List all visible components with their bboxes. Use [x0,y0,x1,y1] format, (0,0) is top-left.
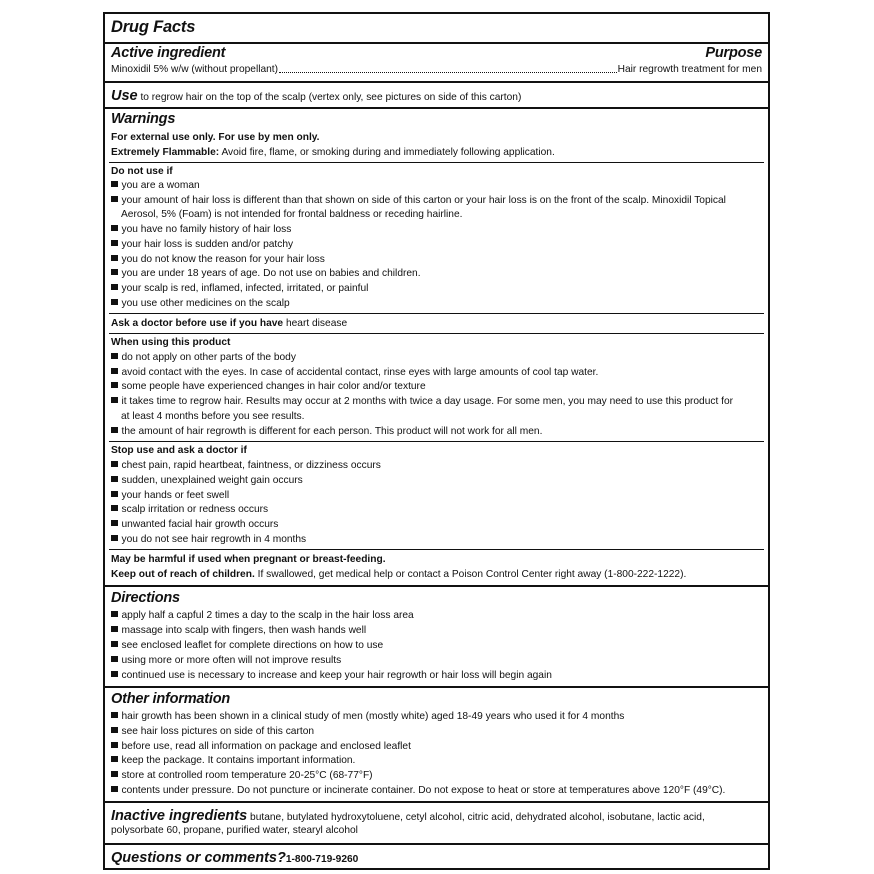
pregnancy-warning: May be harmful if used when pregnant or breast-feeding. [111,554,386,565]
list-item: your amount of hair loss is different than that shown on side of this carton or your hair loss is on the front of the scalp. Minoxidil Topical [111,195,762,207]
stop-use-heading: Stop use and ask a doctor if [111,445,247,456]
list-item: continued use is necessary to increase and keep your hair regrowth or hair loss will begin again [111,670,762,682]
list-item: before use, read all information on package and enclosed leaflet [111,741,762,753]
divider [105,686,768,688]
active-ingredient-row [111,64,762,76]
list-item: your hands or feet swell [111,490,762,502]
list-item: your scalp is red, inflamed, infected, irritated, or painful [111,283,762,295]
warnings-heading: Warnings [111,111,176,127]
list-item-continued: at least 4 months before you see results. [121,411,305,422]
use-heading: Use [111,88,138,104]
other-information-heading: Other information [111,691,231,707]
children-warning: Keep out of reach of children. If swallowed, get medical help or contact a Poison Control Center right away (1-800-222-1222). [111,569,687,580]
list-item: chest pain, rapid heartbeat, faintness, or dizziness occurs [111,460,762,472]
list-item: do not apply on other parts of the body [111,352,762,364]
list-item: you are under 18 years of age. Do not use on babies and children. [111,268,762,280]
divider [105,107,768,109]
list-item: hair growth has been shown in a clinical study of men (mostly white) aged 18-49 years who used it for 4 months [111,711,762,723]
external-use-warning: For external use only. For use by men only. [111,132,320,143]
use-text: to regrow hair on the top of the scalp (vertex only, see pictures on side of this carton) [140,92,522,103]
list-item: sudden, unexplained weight gain occurs [111,475,762,487]
list-item: you do not see hair regrowth in 4 months [111,534,762,546]
divider [105,843,768,845]
list-item: you have no family history of hair loss [111,224,762,236]
inactive-ingredients-line2: polysorbate 60, propane, purified water, stearyl alcohol [111,825,358,836]
divider [109,549,764,550]
list-item: the amount of hair regrowth is different for each person. This product will not work for all men. [111,426,762,438]
ask-doctor-row: Ask a doctor before use if you have heart disease [111,318,348,329]
directions-heading: Directions [111,590,180,606]
list-item: you do not know the reason for your hair loss [111,254,762,266]
list-item: contents under pressure. Do not puncture or incinerate container. Do not expose to heat or store at temperatures above 120°F (49°C). [111,785,762,797]
inactive-ingredients-row: Inactive ingredients butane, butylated hydroxytoluene, cetyl alcohol, citric acid, dehydrated alcohol, isobutane, lactic acid, [111,808,705,824]
list-item: you use other medicines on the scalp [111,298,762,310]
list-item: you are a woman [111,180,762,192]
when-using-heading: When using this product [111,337,231,348]
questions-phone: 1-800-719-9260 [285,854,359,865]
divider [109,333,764,334]
list-item: some people have experienced changes in hair color and/or texture [111,381,762,393]
list-item: using more or more often will not improve results [111,655,762,667]
list-item: unwanted facial hair growth occurs [111,519,762,531]
list-item: see enclosed leaflet for complete directions on how to use [111,640,762,652]
list-item: see hair loss pictures on side of this carton [111,726,762,738]
list-item: store at controlled room temperature 20-25°C (68-77°F) [111,770,762,782]
list-item: it takes time to regrow hair. Results may occur at 2 months with twice a day usage. For some men, you may need to use this product for [111,396,762,408]
inactive-ingredients-heading: Inactive ingredients [111,808,248,824]
active-ingredient-value: Minoxidil 5% w/w (without propellant) [111,64,279,75]
list-item: massage into scalp with fingers, then wash hands well [111,625,762,637]
use-row [111,90,762,104]
questions-row [111,852,762,866]
divider [105,585,768,587]
flammable-warning: Extremely Flammable: Avoid fire, flame, or smoking during and immediately following application. [111,147,555,158]
divider [109,441,764,442]
do-not-use-heading: Do not use if [111,166,173,177]
list-item: apply half a capful 2 times a day to the scalp in the hair loss area [111,610,762,622]
purpose-heading: Purpose [705,45,762,61]
divider [105,801,768,803]
divider [105,42,768,44]
divider [109,313,764,314]
drug-facts-panel [103,12,770,870]
divider [105,81,768,83]
list-item: avoid contact with the eyes. In case of accidental contact, rinse eyes with large amounts of cool tap water. [111,367,762,379]
list-item: keep the package. It contains important information. [111,755,762,767]
drug-facts-title: Drug Facts [111,18,196,36]
list-item: scalp irritation or redness occurs [111,504,762,516]
divider [109,162,764,163]
questions-heading: Questions or comments? [111,850,286,866]
list-item-continued: Aerosol, 5% (Foam) is not intended for frontal baldness or receding hairline. [121,209,463,220]
purpose-value: Hair regrowth treatment for men [617,64,762,75]
active-ingredient-heading: Active ingredient [111,45,226,61]
list-item: your hair loss is sudden and/or patchy [111,239,762,251]
